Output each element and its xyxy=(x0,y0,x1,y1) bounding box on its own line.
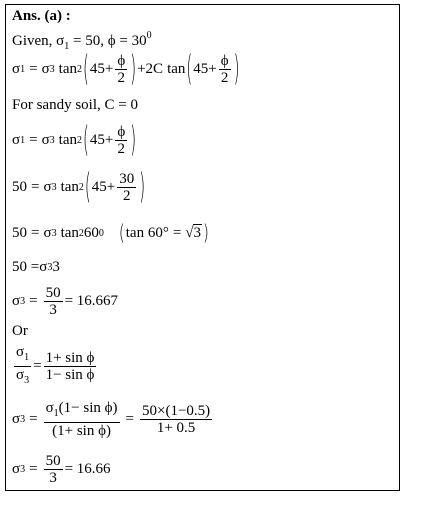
tan60-note: tan 60° xyxy=(125,224,169,241)
numerator-text: (1− sin ϕ) xyxy=(58,399,118,416)
subscript: 3 xyxy=(49,63,55,75)
given-eq1: = 50, xyxy=(69,33,108,49)
equals: = xyxy=(29,460,38,477)
subscript: 3 xyxy=(20,463,26,475)
tan-function: tan xyxy=(60,178,79,195)
numerator xyxy=(14,344,31,367)
equals: = xyxy=(125,410,134,427)
root-value: 3 xyxy=(193,225,202,241)
denominator: 1− sin ϕ xyxy=(45,366,95,383)
sigma-symbol: σ xyxy=(56,33,65,49)
tan-function: tan xyxy=(167,60,186,77)
plus: + xyxy=(104,131,114,148)
equation-tan60: 50 = σ 3 tan 2 60 0 ( tan 60° = √ 3 ) xyxy=(12,219,209,245)
superscript: 0 xyxy=(98,227,104,239)
subscript: 1 xyxy=(64,41,70,52)
sin-ratio xyxy=(44,350,97,383)
sigma-symbol: σ xyxy=(43,178,52,195)
plus: + xyxy=(137,60,146,77)
equation-sigma3-expanded xyxy=(12,394,214,444)
superscript: 0 xyxy=(146,30,152,41)
equals: = xyxy=(29,410,38,427)
number: 45 xyxy=(91,178,107,195)
superscript: 2 xyxy=(76,134,82,146)
plus: + xyxy=(208,60,217,77)
denominator xyxy=(14,367,31,389)
sigma-symbol: σ xyxy=(16,366,25,383)
result-value: = 16.667 xyxy=(64,292,119,309)
lhs: 50 = xyxy=(12,258,40,275)
tan-function: tan xyxy=(60,224,79,241)
sigma-symbol: σ xyxy=(41,131,50,148)
sigma-symbol: σ xyxy=(43,224,52,241)
result-value: = 16.66 xyxy=(64,460,111,477)
superscript: 2 xyxy=(78,227,84,239)
sigma-symbol: σ xyxy=(12,410,21,427)
numerator: 50×(1−0.5) xyxy=(141,402,211,419)
sandy-soil-line: For sandy soil, C = 0 xyxy=(12,97,138,113)
tan-function: tan xyxy=(58,60,77,77)
number: 45 xyxy=(193,60,209,77)
or-label: Or xyxy=(12,323,28,339)
subscript: 3 xyxy=(20,413,26,425)
fifty-over-three xyxy=(44,453,63,486)
sigma-symbol: σ xyxy=(12,460,21,477)
sigma-symbol: σ xyxy=(12,131,21,148)
numerator: 30 xyxy=(119,170,135,187)
equals: = xyxy=(172,224,182,241)
subscript: 3 xyxy=(51,227,57,239)
sigma-symbol: σ xyxy=(41,60,50,77)
given-label: Given, xyxy=(12,33,53,49)
result-two xyxy=(12,449,111,489)
subscript: 3 xyxy=(24,374,30,386)
sigma-symbol: σ xyxy=(16,343,25,360)
given-eq2: = 30 xyxy=(115,33,147,49)
equals: = xyxy=(31,224,40,241)
equals: = xyxy=(31,178,40,195)
superscript: 2 xyxy=(76,63,82,75)
equals: = xyxy=(29,131,38,148)
fifty-over-three xyxy=(44,285,63,318)
subscript: 1 xyxy=(24,351,30,363)
denominator: (1+ sin ϕ) xyxy=(52,422,111,439)
cohesion-term: 2C xyxy=(145,60,164,77)
numerator: ϕ xyxy=(117,123,126,140)
denominator: 3 xyxy=(49,301,57,318)
plus: + xyxy=(106,178,116,195)
superscript: 2 xyxy=(78,181,84,193)
phi-over-2 xyxy=(219,53,231,86)
thirty-over-2 xyxy=(117,171,136,204)
subscript: 1 xyxy=(53,407,59,419)
sigma-symbol: σ xyxy=(45,399,54,416)
denominator: 2 xyxy=(220,69,229,86)
subscript: 3 xyxy=(47,261,53,273)
denominator: 2 xyxy=(122,187,131,204)
denominator: 3 xyxy=(49,469,57,486)
numerator: 50 xyxy=(45,452,61,469)
equation-substituted: 50 = σ 3 tan 2 ( 45 + $\frac{30}{2}$ ) xyxy=(12,165,146,207)
numerator: ϕ xyxy=(220,52,229,69)
equals: = xyxy=(33,357,42,374)
tan-function: tan xyxy=(58,131,77,148)
equation-general: σ 1 = σ 3 tan 2 ( 45 + $\frac{\phi}{2}$ ) + 2C tan ( 45 + $\frac{\phi}{2}$ ) xyxy=(12,47,240,89)
left-fraction xyxy=(44,400,120,439)
subscript: 3 xyxy=(49,134,55,146)
subscript: 3 xyxy=(20,295,26,307)
number: 50 xyxy=(12,224,27,241)
result-one xyxy=(12,281,118,321)
denominator: 2 xyxy=(117,140,126,157)
plus: + xyxy=(104,60,114,77)
number: 45 xyxy=(89,60,105,77)
sigma-symbol: σ xyxy=(12,292,21,309)
phi-symbol: ϕ xyxy=(107,33,116,49)
sigma-symbol: σ xyxy=(12,60,21,77)
equation-sandy: σ 1 = σ 3 tan 2 ( 45 + $\frac{\phi}{2}$ ) xyxy=(12,118,137,160)
denominator: 2 xyxy=(117,69,126,86)
equals: = xyxy=(29,60,38,77)
numerator xyxy=(44,400,120,423)
numerator: 1+ sin ϕ xyxy=(45,349,95,366)
angle: 60 xyxy=(83,224,99,241)
numerator: 50 xyxy=(45,284,61,301)
numerator: ϕ xyxy=(117,52,126,69)
subscript: 1 xyxy=(20,63,26,75)
answer-box xyxy=(5,4,400,491)
rhs: 3 xyxy=(52,258,60,275)
right-fraction xyxy=(140,403,212,436)
number: 50 xyxy=(12,178,27,195)
subscript: 1 xyxy=(20,134,26,146)
subscript: 3 xyxy=(51,181,57,193)
sigma-symbol: σ xyxy=(39,258,48,275)
phi-over-2 xyxy=(115,124,127,157)
phi-over-2 xyxy=(115,53,127,86)
answer-heading: Ans. (a) : xyxy=(12,8,71,24)
sigma-ratio xyxy=(14,344,31,389)
equation-ratio xyxy=(12,344,98,388)
equals: = xyxy=(29,292,38,309)
equation-50-sigma3 xyxy=(12,257,60,277)
number: 45 xyxy=(89,131,105,148)
denominator: 1+ 0.5 xyxy=(156,419,196,436)
